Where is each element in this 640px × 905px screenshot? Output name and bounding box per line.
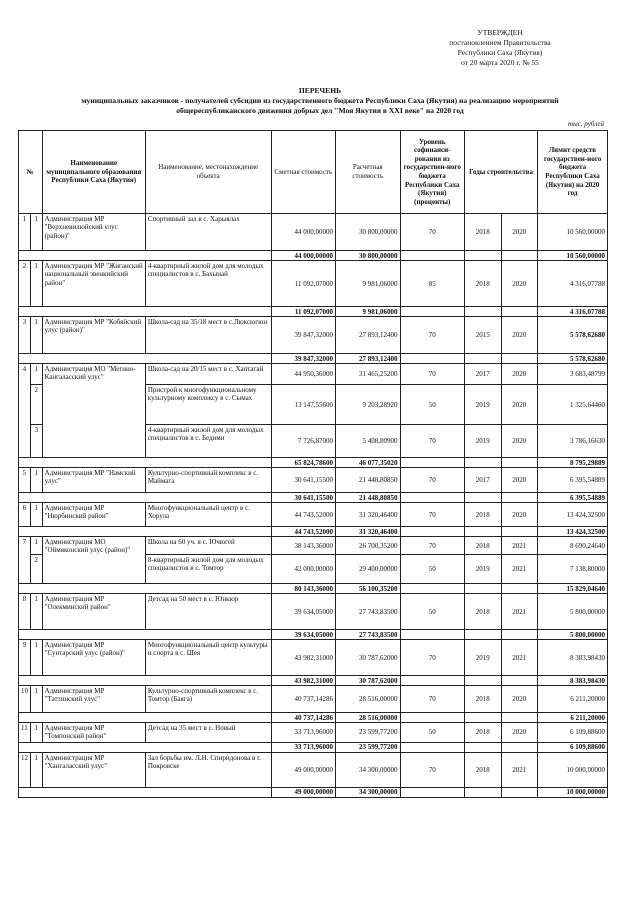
limit-value: 6 109,88600 <box>538 723 608 743</box>
header-calculated: Расчетная стоимость <box>336 131 400 214</box>
cofinancing-percent: 70 <box>400 686 464 713</box>
total-empty-cell <box>465 584 502 594</box>
row-subnumber: 1 <box>30 214 42 251</box>
table-row <box>19 468 608 493</box>
cofinancing-percent: 85 <box>400 261 464 307</box>
year-start: 2018 <box>465 214 502 251</box>
total-empty-cell <box>501 354 538 364</box>
total-estimate: 65 824,78600 <box>271 458 335 468</box>
total-estimate: 33 713,96000 <box>271 742 335 752</box>
municipality-name: Администрация МО "Мегино-Кангаласский улус" <box>42 364 145 458</box>
estimate-value: 13 147,55600 <box>271 385 335 425</box>
total-limit: 5 578,62680 <box>538 354 608 364</box>
group-total-row <box>19 493 608 503</box>
year-start: 2019 <box>465 640 502 676</box>
row-subnumber: 3 <box>30 425 42 458</box>
total-limit: 5 800,00000 <box>538 630 608 640</box>
total-empty-cell <box>19 742 272 752</box>
total-empty-cell <box>19 584 272 594</box>
year-start: 2015 <box>465 317 502 354</box>
municipality-name: Администрация МР "Намский улус" <box>42 468 145 493</box>
header-estimate: Сметная стоимость <box>271 131 335 214</box>
total-empty-cell <box>19 676 272 686</box>
municipality-name: Администрация МР "Хангаласский улус" <box>42 752 145 787</box>
total-estimate: 39 847,32000 <box>271 354 335 364</box>
total-empty-cell <box>465 493 502 503</box>
approval-line: УТВЕРЖДЕН <box>477 28 523 37</box>
year-end: 2021 <box>501 537 538 555</box>
calculated-value: 23 599,77200 <box>336 723 400 743</box>
calculated-value: 30 787,62000 <box>336 640 400 676</box>
cofinancing-percent: 70 <box>400 503 464 527</box>
limit-value: 3 786,16630 <box>538 425 608 458</box>
row-subnumber: 1 <box>30 261 42 307</box>
calculated-value: 30 800,00000 <box>336 214 400 251</box>
estimate-value: 43 982,31000 <box>271 640 335 676</box>
title-heading: ПЕРЕЧЕНЬ <box>298 86 342 95</box>
municipality-name: Администрация МО "Оймяконский улус (район)" <box>42 537 145 584</box>
object-name: Школа на 60 уч. в с. Ючюгей <box>145 537 271 555</box>
municipality-name: Администрация МР "Нюрбинский район" <box>42 503 145 527</box>
limit-value: 4 316,07788 <box>538 261 608 307</box>
group-number: 2 <box>19 261 31 307</box>
table-row <box>19 686 608 713</box>
total-empty-cell <box>501 787 538 797</box>
limit-value: 5 578,62680 <box>538 317 608 354</box>
estimate-value: 11 092,07000 <box>271 261 335 307</box>
group-number: 6 <box>19 503 31 527</box>
table-row <box>19 594 608 630</box>
estimate-value: 30 641,15500 <box>271 468 335 493</box>
subsidy-table <box>18 130 608 798</box>
year-start: 2019 <box>465 425 502 458</box>
total-empty-cell <box>400 676 464 686</box>
limit-value: 10 560,00000 <box>538 214 608 251</box>
total-empty-cell <box>465 630 502 640</box>
group-total-row <box>19 630 608 640</box>
total-estimate: 44 000,00000 <box>271 251 335 261</box>
object-name: Пристрой к многофункциональному культурному комплексу в с. Сымах <box>145 385 271 425</box>
group-number: 7 <box>19 537 31 584</box>
limit-value: 7 138,80000 <box>538 555 608 584</box>
limit-value: 8 690,24640 <box>538 537 608 555</box>
group-total-row <box>19 251 608 261</box>
year-start: 2018 <box>465 261 502 307</box>
year-end: 2020 <box>501 261 538 307</box>
total-limit: 8 795,29889 <box>538 458 608 468</box>
total-calculated: 28 516,00000 <box>336 713 400 723</box>
cofinancing-percent: 50 <box>400 594 464 630</box>
table-row <box>19 503 608 527</box>
approval-block <box>400 28 600 68</box>
total-empty-cell <box>501 458 538 468</box>
total-empty-cell <box>400 584 464 594</box>
year-end: 2021 <box>501 555 538 584</box>
estimate-value: 44 000,00000 <box>271 214 335 251</box>
limit-value: 13 424,32500 <box>538 503 608 527</box>
year-end: 2020 <box>501 425 538 458</box>
table-body <box>19 214 608 798</box>
total-empty-cell <box>400 787 464 797</box>
object-name: Детсад на 35 мест в с. Новый <box>145 723 271 743</box>
total-calculated: 56 100,35200 <box>336 584 400 594</box>
year-start: 2018 <box>465 686 502 713</box>
total-empty-cell <box>465 713 502 723</box>
title-subtitle: общереспубликанского движения добрых дел "Моя Якутия в XXI веке" на 2020 год <box>176 106 464 115</box>
group-total-row <box>19 458 608 468</box>
total-empty-cell <box>19 713 272 723</box>
row-subnumber: 1 <box>30 594 42 630</box>
total-limit: 13 424,32500 <box>538 527 608 537</box>
total-empty-cell <box>465 458 502 468</box>
calculated-value: 34 300,00000 <box>336 752 400 787</box>
total-limit: 10 560,00000 <box>538 251 608 261</box>
row-subnumber: 2 <box>30 555 42 584</box>
municipality-name: Администрация МР "Кобяйский улус (район)" <box>42 317 145 354</box>
group-number: 3 <box>19 317 31 354</box>
total-empty-cell <box>400 493 464 503</box>
total-estimate: 39 634,05000 <box>271 630 335 640</box>
total-empty-cell <box>465 307 502 317</box>
calculated-value: 9 981,06000 <box>336 261 400 307</box>
total-empty-cell <box>400 251 464 261</box>
group-number: 9 <box>19 640 31 676</box>
calculated-value: 28 516,00000 <box>336 686 400 713</box>
total-empty-cell <box>465 527 502 537</box>
total-estimate: 49 000,00000 <box>271 787 335 797</box>
total-empty-cell <box>400 354 464 364</box>
municipality-name: Администрация МР "Таттинский улус" <box>42 686 145 713</box>
total-estimate: 80 143,36000 <box>271 584 335 594</box>
year-end: 2021 <box>501 594 538 630</box>
total-estimate: 11 092,07000 <box>271 307 335 317</box>
group-number: 8 <box>19 594 31 630</box>
total-empty-cell <box>501 742 538 752</box>
total-calculated: 31 320,46400 <box>336 527 400 537</box>
object-name: Многофункциональный центр в с. Хорула <box>145 503 271 527</box>
estimate-value: 33 713,96000 <box>271 723 335 743</box>
cofinancing-percent: 70 <box>400 364 464 385</box>
total-empty-cell <box>400 307 464 317</box>
cofinancing-percent: 70 <box>400 468 464 493</box>
table-row <box>19 214 608 251</box>
object-name: Культурно-спортивный комплекс в с. Томтор (Баяга) <box>145 686 271 713</box>
object-name: Детсад на 50 мест в с. Юнкюр <box>145 594 271 630</box>
group-total-row <box>19 713 608 723</box>
municipality-name: Администрация МР "Олекминский район" <box>42 594 145 630</box>
object-name: 4-квартирный жилой дом для молодых специалистов в с. Бахынай <box>145 261 271 307</box>
total-empty-cell <box>501 584 538 594</box>
total-calculated: 9 981,06000 <box>336 307 400 317</box>
total-estimate: 44 743,52000 <box>271 527 335 537</box>
row-subnumber: 2 <box>30 385 42 425</box>
group-total-row <box>19 742 608 752</box>
limit-value: 6 211,20000 <box>538 686 608 713</box>
year-end: 2021 <box>501 640 538 676</box>
total-calculated: 27 893,12400 <box>336 354 400 364</box>
total-calculated: 34 300,00000 <box>336 787 400 797</box>
limit-value: 6 395,54889 <box>538 468 608 493</box>
total-empty-cell <box>19 527 272 537</box>
cofinancing-percent: 70 <box>400 752 464 787</box>
table-row <box>19 640 608 676</box>
total-empty-cell <box>501 630 538 640</box>
object-name: Школа-сад на 20/15 мест в с. Хаптагай <box>145 364 271 385</box>
total-empty-cell <box>465 787 502 797</box>
header-cofinancing: Уровень софинанси-рования из государствен-ного бюджета Республики Саха (Якутия) (проценты) <box>400 131 464 214</box>
total-empty-cell <box>465 354 502 364</box>
object-name: Зал борьбы им. Л.Н. Спиридонова в г. Покровске <box>145 752 271 787</box>
municipality-name: Администрация МР "Томпонский район" <box>42 723 145 743</box>
total-limit: 10 000,00000 <box>538 787 608 797</box>
estimate-value: 44 743,52000 <box>271 503 335 527</box>
group-number: 1 <box>19 214 31 251</box>
group-number: 5 <box>19 468 31 493</box>
cofinancing-percent: 50 <box>400 723 464 743</box>
group-total-row <box>19 676 608 686</box>
row-subnumber: 1 <box>30 640 42 676</box>
year-end: 2020 <box>501 364 538 385</box>
calculated-value: 29 400,00000 <box>336 555 400 584</box>
total-limit: 15 829,04640 <box>538 584 608 594</box>
total-empty-cell <box>501 676 538 686</box>
total-empty-cell <box>19 787 272 797</box>
total-calculated: 30 800,00000 <box>336 251 400 261</box>
row-subnumber: 1 <box>30 364 42 385</box>
calculated-value: 21 448,80850 <box>336 468 400 493</box>
total-empty-cell <box>19 307 272 317</box>
estimate-value: 39 634,05000 <box>271 594 335 630</box>
limit-value: 1 325,64460 <box>538 385 608 425</box>
table-row <box>19 317 608 354</box>
year-end: 2020 <box>501 317 538 354</box>
year-end: 2020 <box>501 468 538 493</box>
total-empty-cell <box>501 527 538 537</box>
total-empty-cell <box>501 713 538 723</box>
calculated-value: 27 893,12400 <box>336 317 400 354</box>
calculated-value: 5 408,80900 <box>336 425 400 458</box>
total-empty-cell <box>501 307 538 317</box>
cofinancing-percent: 70 <box>400 640 464 676</box>
object-name: 4-квартирный жилой дом для молодых специалистов в с. Бедими <box>145 425 271 458</box>
total-empty-cell <box>501 493 538 503</box>
year-start: 2017 <box>465 364 502 385</box>
cofinancing-percent: 70 <box>400 537 464 555</box>
calculated-value: 26 700,35200 <box>336 537 400 555</box>
cofinancing-percent: 70 <box>400 317 464 354</box>
total-calculated: 21 448,80850 <box>336 493 400 503</box>
total-empty-cell <box>19 251 272 261</box>
year-start: 2019 <box>465 555 502 584</box>
group-number: 12 <box>19 752 31 787</box>
total-empty-cell <box>465 742 502 752</box>
estimate-value: 42 000,00000 <box>271 555 335 584</box>
row-subnumber: 1 <box>30 723 42 743</box>
approval-line: от 20 марта 2020 г. № 55 <box>461 58 539 67</box>
year-start: 2018 <box>465 594 502 630</box>
calculated-value: 31 320,46400 <box>336 503 400 527</box>
approval-line: Республики Саха (Якутия) <box>457 48 543 57</box>
object-name: Школа-сад на 35/18 мест в с.Люксюгюн <box>145 317 271 354</box>
group-number: 4 <box>19 364 31 458</box>
header-no: № <box>19 131 43 214</box>
total-estimate: 30 641,15500 <box>271 493 335 503</box>
estimate-value: 38 143,36000 <box>271 537 335 555</box>
estimate-value: 40 737,14286 <box>271 686 335 713</box>
total-empty-cell <box>400 742 464 752</box>
year-start: 2018 <box>465 537 502 555</box>
row-subnumber: 1 <box>30 317 42 354</box>
approval-line: постановлением Правительства <box>449 38 551 47</box>
object-name: Спортивный зал в с. Харыялах <box>145 214 271 251</box>
total-empty-cell <box>400 713 464 723</box>
total-limit: 4 316,07788 <box>538 307 608 317</box>
total-calculated: 46 077,35020 <box>336 458 400 468</box>
row-subnumber: 1 <box>30 537 42 555</box>
group-total-row <box>19 787 608 797</box>
header-years: Годы строительства <box>465 131 538 214</box>
table-row <box>19 537 608 555</box>
header-object: Наименование, местонахождение объекта <box>145 131 271 214</box>
limit-value: 8 383,98430 <box>538 640 608 676</box>
limit-value: 3 683,48799 <box>538 364 608 385</box>
cofinancing-percent: 50 <box>400 555 464 584</box>
year-end: 2020 <box>501 385 538 425</box>
year-start: 2018 <box>465 752 502 787</box>
total-estimate: 40 737,14286 <box>271 713 335 723</box>
table-row <box>19 364 608 385</box>
total-empty-cell <box>465 676 502 686</box>
municipality-name: Администрация МР "Сунтарский улус (район)" <box>42 640 145 676</box>
object-name: Культурно-спортивный комплекс в с. Маймага <box>145 468 271 493</box>
total-empty-cell <box>465 251 502 261</box>
year-end: 2021 <box>501 752 538 787</box>
year-end: 2020 <box>501 686 538 713</box>
object-name: 8-квартирный жилой дом для молодых специалистов в с. Томтор <box>145 555 271 584</box>
total-limit: 6 395,54889 <box>538 493 608 503</box>
group-total-row <box>19 584 608 594</box>
row-subnumber: 1 <box>30 752 42 787</box>
total-calculated: 27 743,83500 <box>336 630 400 640</box>
row-subnumber: 1 <box>30 503 42 527</box>
table-row <box>19 261 608 307</box>
calculated-value: 31 465,25200 <box>336 364 400 385</box>
group-total-row <box>19 307 608 317</box>
total-empty-cell <box>19 493 272 503</box>
year-end: 2020 <box>501 503 538 527</box>
document-title <box>20 86 620 116</box>
cofinancing-percent: 50 <box>400 385 464 425</box>
row-subnumber: 1 <box>30 686 42 713</box>
title-subtitle: муниципальных заказчиков - получателей субсидии из государственного бюджета Республики Саха (Якутия) на реализацию мероприятий <box>81 96 559 105</box>
total-empty-cell <box>19 630 272 640</box>
limit-value: 5 800,00000 <box>538 594 608 630</box>
municipality-name: Администрация МР "Жиганский национальный эвенкийский район" <box>42 261 145 307</box>
object-name: Многофункциональный центр культуры и спорта в с. Шея <box>145 640 271 676</box>
group-number: 11 <box>19 723 31 743</box>
total-empty-cell <box>19 458 272 468</box>
total-empty-cell <box>501 251 538 261</box>
group-number: 10 <box>19 686 31 713</box>
cofinancing-percent: 70 <box>400 214 464 251</box>
total-calculated: 30 787,62000 <box>336 676 400 686</box>
total-calculated: 23 599,77200 <box>336 742 400 752</box>
total-limit: 6 109,88600 <box>538 742 608 752</box>
table-row <box>19 752 608 787</box>
group-total-row <box>19 527 608 537</box>
year-end: 2020 <box>501 214 538 251</box>
row-subnumber: 1 <box>30 468 42 493</box>
municipality-name: Администрация МР "Верхневилюйский улус (район)" <box>42 214 145 251</box>
total-empty-cell <box>400 630 464 640</box>
limit-value: 10 000,00000 <box>538 752 608 787</box>
table-row <box>19 723 608 743</box>
estimate-value: 39 847,32000 <box>271 317 335 354</box>
year-start: 2017 <box>465 468 502 493</box>
header-limit: Лимит средств государствен-ного бюджета Республики Саха (Якутия) на 2020 год <box>538 131 608 214</box>
calculated-value: 27 743,83500 <box>336 594 400 630</box>
year-end: 2020 <box>501 723 538 743</box>
year-start: 2019 <box>465 385 502 425</box>
total-limit: 6 211,20000 <box>538 713 608 723</box>
year-start: 2018 <box>465 503 502 527</box>
total-empty-cell <box>400 458 464 468</box>
estimate-value: 7 726,87000 <box>271 425 335 458</box>
total-empty-cell <box>19 354 272 364</box>
total-estimate: 43 982,31000 <box>271 676 335 686</box>
estimate-value: 49 000,00000 <box>271 752 335 787</box>
calculated-value: 9 203,28920 <box>336 385 400 425</box>
units-label: тыс. рублей <box>567 120 604 128</box>
total-empty-cell <box>400 527 464 537</box>
year-start: 2018 <box>465 723 502 743</box>
header-municipality: Наименование муниципального образования Республики Саха (Якутия) <box>42 131 145 214</box>
estimate-value: 44 950,36000 <box>271 364 335 385</box>
total-limit: 8 383,98430 <box>538 676 608 686</box>
cofinancing-percent: 70 <box>400 425 464 458</box>
table-header-row <box>19 131 608 214</box>
group-total-row <box>19 354 608 364</box>
